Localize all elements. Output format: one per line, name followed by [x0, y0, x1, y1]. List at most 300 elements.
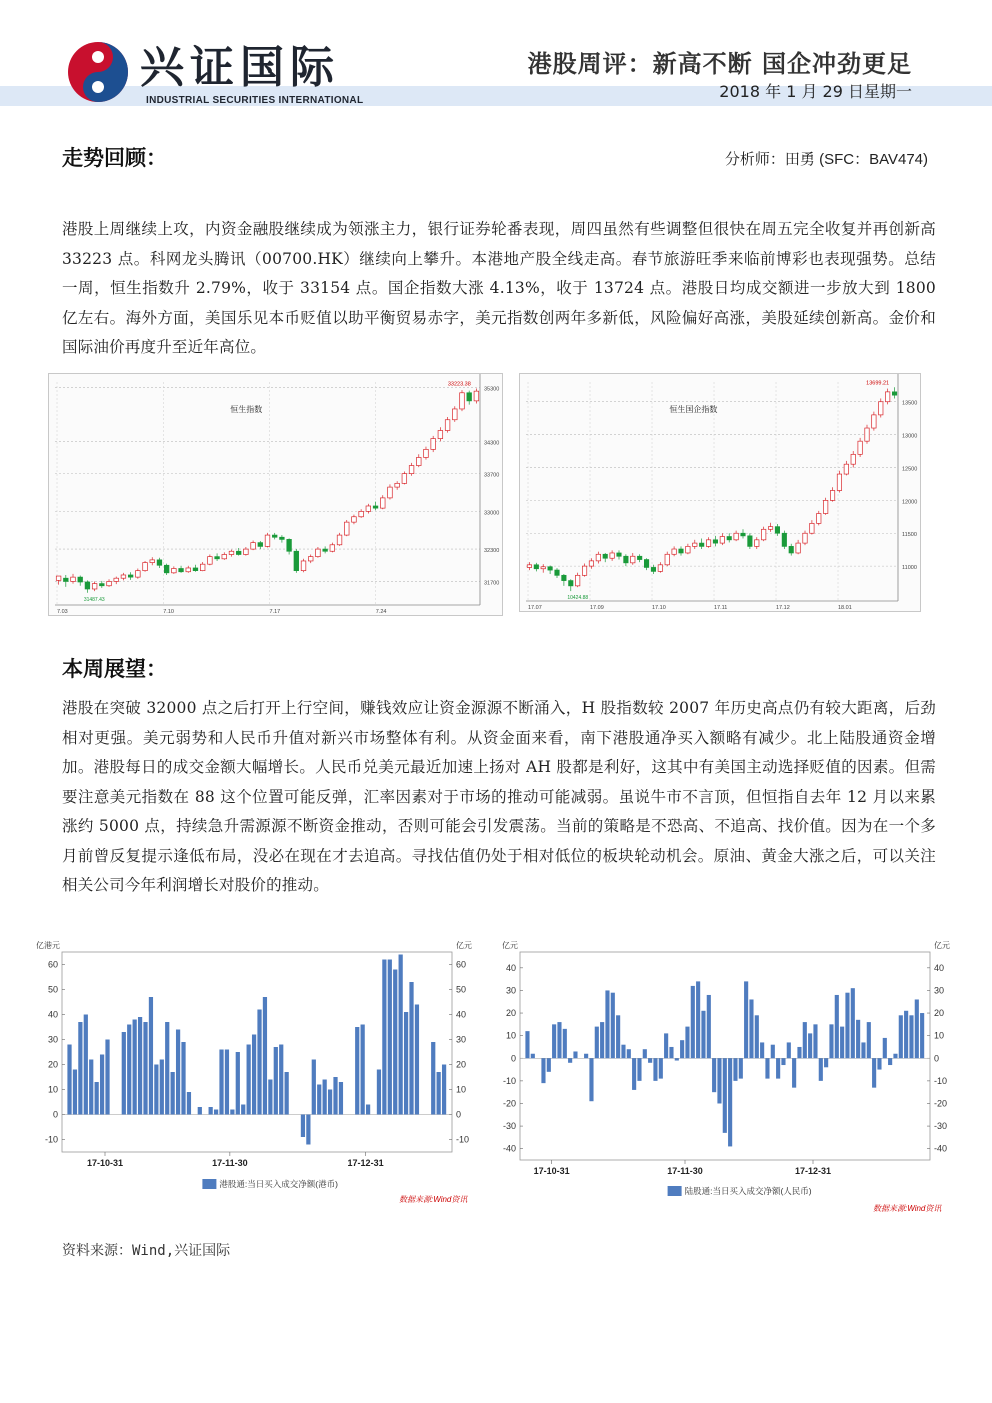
candle-body	[438, 431, 443, 439]
outlook-heading: 本周展望：	[62, 657, 167, 681]
legend-label: 陆股通:当日买入成交净额(人民币)	[684, 1186, 812, 1196]
candle-body	[337, 535, 342, 545]
x-tick-label: 17.09	[590, 605, 604, 611]
flow-bar	[225, 1050, 229, 1115]
candle-body	[460, 393, 465, 409]
candle-body	[844, 464, 848, 474]
x-tick-label: 17-11-30	[212, 1158, 248, 1168]
low-value-label: 10424.88	[567, 595, 589, 602]
y-tick-label: 32300	[484, 548, 500, 555]
candle-body	[885, 392, 889, 402]
flow-bar	[749, 999, 753, 1058]
x-tick-label: 17.10	[652, 605, 666, 611]
flow-bar	[393, 970, 397, 1115]
candle-body	[323, 549, 328, 551]
candle-body	[344, 522, 349, 535]
y-tick-label-left: -10	[44, 1134, 58, 1145]
flow-bar	[760, 1042, 764, 1058]
candle-body	[582, 566, 586, 575]
candle-body	[672, 549, 676, 554]
hsi-chart-svg	[49, 374, 502, 615]
candle-body	[596, 554, 600, 561]
flow-bar	[653, 1058, 657, 1081]
x-tick-label: 17.07	[528, 605, 542, 611]
flow-bar	[333, 1077, 337, 1115]
flow-bar	[100, 1055, 104, 1115]
candle-body	[755, 540, 759, 547]
y-tick-label: 35300	[484, 386, 500, 393]
flow-bar	[198, 1107, 202, 1115]
candle-body	[308, 557, 313, 561]
flow-bar	[89, 1060, 93, 1115]
hsi-candlestick-chart	[48, 373, 503, 616]
flow-bar	[643, 1049, 647, 1058]
flow-bar	[165, 1022, 169, 1115]
company-logo-text: 兴证国际	[140, 42, 340, 93]
candle-body	[56, 576, 61, 580]
candle-body	[810, 523, 814, 533]
candle-body	[316, 549, 321, 557]
flow-bar	[835, 995, 839, 1058]
candle-body	[651, 567, 655, 571]
flow-bar	[95, 1082, 99, 1115]
flow-bar	[306, 1115, 310, 1145]
y-tick-label-left: 40	[47, 1009, 58, 1020]
candle-body	[837, 474, 841, 490]
candle-body	[741, 533, 745, 536]
southbound-flow-chart	[36, 940, 476, 1204]
candle-body	[713, 540, 717, 543]
flow-bar	[904, 1011, 908, 1058]
y-tick-label-left: 20	[47, 1059, 58, 1070]
flow-bar	[707, 995, 711, 1058]
candle-body	[193, 568, 198, 571]
high-value-label: 33223.38	[447, 381, 471, 388]
y-tick-label-left: -10	[502, 1075, 516, 1086]
flow-bar	[138, 1017, 142, 1115]
company-logo-subtitle: INDUSTRIAL SECURITIES INTERNATIONAL	[146, 95, 364, 106]
y-tick-label: 13500	[902, 400, 918, 407]
flow-bar	[431, 1042, 435, 1115]
flow-bar	[399, 955, 403, 1115]
candle-body	[782, 533, 786, 546]
flow-bar	[247, 1045, 251, 1115]
candle-body	[265, 535, 270, 546]
flow-bar	[366, 1105, 370, 1115]
flow-bar	[541, 1058, 545, 1083]
flow-bar	[808, 1033, 812, 1058]
flow-bar	[241, 1105, 245, 1115]
candle-body	[872, 415, 876, 428]
flow-bar	[867, 1022, 871, 1058]
y-tick-label-right: 10	[934, 1030, 945, 1041]
flow-bar	[701, 1011, 705, 1058]
flow-bar	[824, 1058, 828, 1067]
candle-body	[352, 517, 357, 522]
candle-body	[858, 441, 862, 454]
flow-bar	[893, 1054, 897, 1059]
company-logo-icon	[66, 40, 130, 104]
y-tick-label-right: -30	[934, 1121, 948, 1132]
flow-bar	[268, 1080, 272, 1115]
flow-bar	[589, 1058, 593, 1101]
candle-body	[200, 564, 205, 570]
candle-body	[85, 582, 90, 589]
flow-bar	[691, 986, 695, 1058]
flow-bar	[377, 1070, 381, 1115]
y-tick-label-right: 0	[934, 1053, 940, 1064]
legend-label: 港股通:当日买入成交净额(港币)	[219, 1179, 338, 1189]
y-axis-unit-right: 亿元	[934, 941, 950, 950]
candle-body	[128, 575, 133, 577]
flow-bar	[739, 1058, 743, 1078]
flow-bar	[803, 1022, 807, 1058]
candle-body	[699, 543, 703, 546]
candle-body	[803, 533, 807, 543]
candle-body	[136, 571, 141, 577]
flow-bar	[328, 1090, 332, 1115]
candle-body	[534, 565, 538, 569]
y-tick-label-left: 10	[47, 1084, 58, 1095]
candle-body	[768, 527, 772, 530]
hscei-candlestick-chart	[519, 373, 921, 612]
y-tick-label-right: 40	[934, 962, 945, 973]
x-tick-label: 17-11-30	[667, 1166, 703, 1176]
y-tick-label-left: -20	[502, 1098, 516, 1109]
candle-body	[789, 546, 793, 553]
candle-body	[603, 554, 607, 558]
flow-bar	[388, 960, 392, 1115]
y-tick-label-right: 40	[456, 1009, 467, 1020]
flow-bar	[127, 1025, 131, 1115]
candle-body	[644, 560, 648, 568]
candle-body	[287, 539, 292, 551]
flow-bar	[627, 1049, 631, 1058]
flow-bar	[813, 1024, 817, 1058]
data-source-label: 数据来源:Wind资讯	[399, 1195, 468, 1204]
y-tick-label-left: 60	[47, 959, 58, 970]
candle-body	[373, 506, 378, 508]
legend-swatch	[668, 1186, 682, 1196]
candle-body	[720, 537, 724, 544]
candle-body	[424, 449, 429, 457]
candle-body	[452, 409, 457, 420]
candle-body	[624, 556, 628, 563]
candle-body	[879, 402, 883, 415]
y-tick-label-right: 30	[934, 985, 945, 996]
flow-bar	[845, 993, 849, 1059]
y-tick-label-right: 20	[934, 1008, 945, 1019]
southbound-chart-svg	[36, 940, 476, 1204]
x-tick-label: 17-12-31	[347, 1158, 384, 1168]
candle-body	[150, 560, 155, 563]
candle-body	[706, 540, 710, 547]
y-axis-unit-right: 亿元	[456, 941, 472, 950]
flow-bar	[829, 1024, 833, 1058]
flow-bar	[409, 982, 413, 1115]
flow-bar	[872, 1058, 876, 1087]
x-tick-label: 7.24	[375, 609, 387, 615]
flow-bar	[611, 993, 615, 1059]
y-tick-label-right: 60	[456, 959, 467, 970]
candle-body	[330, 545, 335, 551]
flow-bar	[285, 1072, 289, 1115]
flow-bar	[621, 1045, 625, 1059]
candle-body	[402, 474, 407, 484]
candle-body	[64, 578, 69, 581]
flow-bar	[659, 1058, 663, 1078]
flow-bar	[317, 1085, 321, 1115]
flow-bar	[415, 1005, 419, 1115]
candle-body	[474, 391, 479, 401]
flow-bar	[187, 1092, 191, 1115]
analyst-credit: 分析师：田勇 (SFC：BAV474)	[724, 151, 928, 168]
flow-bar	[755, 1015, 759, 1058]
flow-bar	[252, 1035, 256, 1115]
flow-bar	[819, 1058, 823, 1081]
candle-body	[817, 514, 821, 524]
candle-body	[555, 570, 559, 575]
review-paragraph: 港股上周继续上攻，内资金融股继续成为领涨主力，银行证券轮番表现，周四虽然有些调整但很快在周五完全收复并再创新高 33223 点。科网龙头腾讯（00700.HK）继续向上攀升。本港地产股全线走高。春节旅游旺季来临前博彩也表现强势。总结一周，恒生指数升 2.79%，收于 33154 点。国企指数大涨 4.13%，收于 13724 点。港股日均成交额进一步放大到 1800 亿左右。海外方面，美国乐见本币贬值以助平衡贸易赤字，美元指数创两年多新低，风险偏好高涨，美股延续创新高。金价和国际油价再度升至近年高位。	[62, 220, 936, 356]
flow-bar	[176, 1030, 180, 1115]
candle-body	[229, 551, 234, 554]
candle-body	[416, 457, 421, 465]
flow-bar	[181, 1042, 185, 1115]
candle-body	[865, 428, 869, 441]
flow-bar	[442, 1065, 446, 1115]
flow-bar	[899, 1015, 903, 1058]
candle-body	[775, 527, 779, 534]
candle-body	[164, 565, 169, 573]
y-tick-label-left: 30	[505, 985, 516, 996]
flow-bar	[67, 1045, 71, 1115]
y-tick-label-left: 50	[47, 984, 58, 995]
candle-body	[172, 569, 177, 573]
flow-bar	[547, 1058, 551, 1072]
y-axis-unit-left: 亿元	[502, 941, 518, 950]
y-tick-label-right: 10	[456, 1084, 467, 1095]
review-heading: 走势回顾：	[62, 146, 167, 170]
flow-bar	[274, 1047, 278, 1115]
candle-body	[693, 543, 697, 546]
candle-body	[157, 560, 162, 565]
outlook-paragraph: 港股在突破 32000 点之后打开上行空间，赚钱效应让资金源源不断涌入，H 股指数较 2007 年历史高点仍有较大距离，后劲相对更强。美元弱势和人民币升值对新兴市场整体有利。从资金面来看，南下港股通净买入额略有减少。北上陆股通资金增加。港股每日的成交金额大幅增长。人民币兑美元最近加速上扬对 AH 股都是利好，这其中有美国主动选择贬值的因素。但需要注意美元指数在 88 这个位置可能反弹，汇率因素对于市场的推动可能减弱。虽说牛市不言顶，但恒指自去年 12 月以来累涨约 5000 点，持续急升需源源不断资金推动，否则可能会引发震荡。当前的策略是不恐高、不追高、找价值。因为在一个多月前曾反复提示逢低布局，没必在现在才去追高。寻找估值仍处于相对低位的板块轮动机会。原油、黄金大涨之后，可以关注相关公司今年利润增长对股价的推动。	[62, 699, 936, 894]
candle-body	[796, 543, 800, 553]
flow-bar	[160, 1060, 164, 1115]
candle-body	[244, 549, 249, 554]
flow-bar	[143, 1022, 147, 1115]
candle-body	[548, 567, 552, 570]
flow-bar	[717, 1058, 721, 1103]
flow-bar	[361, 1025, 365, 1115]
flow-bar	[680, 1040, 684, 1058]
candle-body	[107, 581, 112, 585]
flow-bar	[883, 1038, 887, 1058]
flow-bar	[781, 1058, 785, 1065]
flow-bar	[877, 1058, 881, 1069]
y-tick-label-left: 0	[510, 1053, 516, 1064]
candle-body	[222, 554, 227, 558]
flow-bar	[792, 1058, 796, 1087]
flow-bar	[257, 1010, 261, 1115]
candle-body	[617, 553, 621, 556]
flow-bar	[339, 1082, 343, 1115]
flow-bar	[525, 1031, 529, 1058]
candle-body	[562, 575, 566, 580]
flow-bar	[404, 1012, 408, 1115]
candle-body	[251, 543, 256, 549]
x-tick-label: 7.17	[269, 609, 281, 615]
legend-swatch	[202, 1179, 216, 1189]
candle-body	[686, 546, 690, 553]
y-tick-label: 31700	[484, 580, 500, 587]
flow-bar	[263, 997, 267, 1115]
candle-body	[92, 584, 97, 589]
flow-bar	[437, 1072, 441, 1115]
flow-bar	[728, 1058, 732, 1146]
candle-body	[637, 556, 641, 559]
flow-bar	[122, 1032, 126, 1115]
x-tick-label: 17-10-31	[86, 1158, 124, 1168]
candle-body	[236, 551, 241, 554]
candle-body	[467, 393, 472, 401]
candle-body	[575, 575, 579, 586]
candle-body	[114, 578, 119, 581]
flow-bar	[557, 1022, 561, 1058]
x-tick-label: 17.11	[714, 605, 728, 611]
flow-bar	[797, 1047, 801, 1058]
flow-bar	[552, 1024, 556, 1058]
y-tick-label-right: 30	[456, 1034, 467, 1045]
y-tick-label: 13000	[902, 433, 918, 440]
flow-bar	[696, 981, 700, 1058]
y-tick-label-right: 20	[456, 1059, 467, 1070]
y-tick-label: 12000	[902, 499, 918, 506]
flow-bar	[382, 960, 386, 1115]
northbound-flow-chart	[500, 940, 960, 1215]
flow-bar	[149, 997, 153, 1115]
candle-body	[734, 533, 738, 540]
flow-bar	[605, 990, 609, 1058]
report-date: 2018 年 1 月 29 日星期一	[719, 82, 912, 101]
flow-bar	[648, 1058, 652, 1063]
candle-body	[409, 466, 414, 474]
y-tick-label-right: -20	[934, 1098, 948, 1109]
flow-bar	[230, 1110, 234, 1115]
x-tick-label: 17.12	[776, 605, 790, 611]
candle-body	[727, 537, 731, 540]
flow-bar	[133, 1020, 137, 1115]
flow-bar	[73, 1070, 77, 1115]
y-tick-label-right: -40	[934, 1143, 948, 1154]
candle-body	[761, 529, 765, 540]
candle-body	[301, 561, 306, 571]
report-title: 港股周评：新高不断 国企冲劲更足	[527, 49, 912, 78]
candle-body	[892, 392, 896, 395]
flow-bar	[105, 1040, 109, 1115]
high-value-label: 13699.21	[866, 380, 890, 387]
x-tick-label: 7.03	[57, 609, 68, 615]
data-source-label: 数据来源:Wind资讯	[873, 1204, 942, 1213]
candle-body	[665, 554, 669, 565]
candle-body	[527, 565, 531, 568]
y-tick-label-left: -30	[502, 1121, 516, 1132]
flow-bar	[531, 1054, 535, 1059]
candle-body	[388, 487, 393, 498]
candle-body	[541, 567, 545, 569]
candle-body	[830, 491, 834, 501]
flow-bar	[154, 1065, 158, 1115]
y-tick-label: 33700	[484, 472, 500, 479]
candle-body	[679, 549, 683, 553]
y-tick-label: 12500	[902, 466, 918, 473]
y-tick-label-left: 30	[47, 1034, 58, 1045]
flow-bar	[915, 999, 919, 1058]
flow-bar	[312, 1060, 316, 1115]
flow-bar	[355, 1027, 359, 1115]
candle-body	[359, 511, 364, 516]
flow-bar	[616, 1015, 620, 1058]
flow-bar	[776, 1058, 780, 1078]
candle-body	[100, 584, 105, 586]
candle-body	[569, 581, 573, 586]
candle-body	[258, 543, 263, 547]
chart-title: 恒生国企指数	[669, 405, 718, 414]
candle-body	[445, 420, 450, 431]
candle-body	[658, 565, 662, 572]
flow-bar	[909, 1015, 913, 1058]
flow-bar	[771, 1045, 775, 1059]
y-tick-label-left: 10	[505, 1030, 516, 1041]
flow-bar	[301, 1115, 305, 1138]
flow-bar	[861, 1042, 865, 1058]
x-tick-label: 18.01	[838, 605, 852, 611]
candle-body	[631, 556, 635, 563]
hscei-chart-svg	[520, 374, 920, 611]
candle-body	[366, 506, 371, 511]
y-tick-label-left: 40	[505, 962, 516, 973]
y-tick-label: 11500	[902, 532, 917, 539]
y-tick-label-left: 20	[505, 1008, 516, 1019]
candle-body	[395, 483, 400, 487]
candle-body	[78, 577, 83, 582]
flow-bar	[669, 1047, 673, 1058]
candle-body	[121, 575, 126, 578]
flow-bar	[584, 1054, 588, 1059]
flow-bar	[840, 1027, 844, 1059]
candle-body	[272, 535, 277, 537]
flow-bar	[214, 1110, 218, 1115]
flow-bar	[595, 1027, 599, 1059]
candle-body	[748, 536, 752, 547]
y-tick-label-left: -40	[502, 1143, 516, 1154]
flow-bar	[733, 1058, 737, 1081]
candle-body	[589, 561, 593, 566]
flow-bar	[744, 981, 748, 1058]
candle-body	[179, 569, 184, 572]
candle-body	[610, 553, 614, 558]
flow-bar	[632, 1058, 636, 1090]
y-tick-label-right: -10	[934, 1075, 948, 1086]
flow-bar	[765, 1058, 769, 1078]
flow-bar	[723, 1058, 727, 1133]
flow-bar	[856, 1020, 860, 1058]
flow-bar	[209, 1107, 213, 1115]
candle-body	[215, 557, 220, 559]
low-value-label: 31487.43	[83, 596, 105, 603]
flow-bar	[236, 1052, 240, 1115]
y-tick-label-right: -10	[456, 1134, 470, 1145]
